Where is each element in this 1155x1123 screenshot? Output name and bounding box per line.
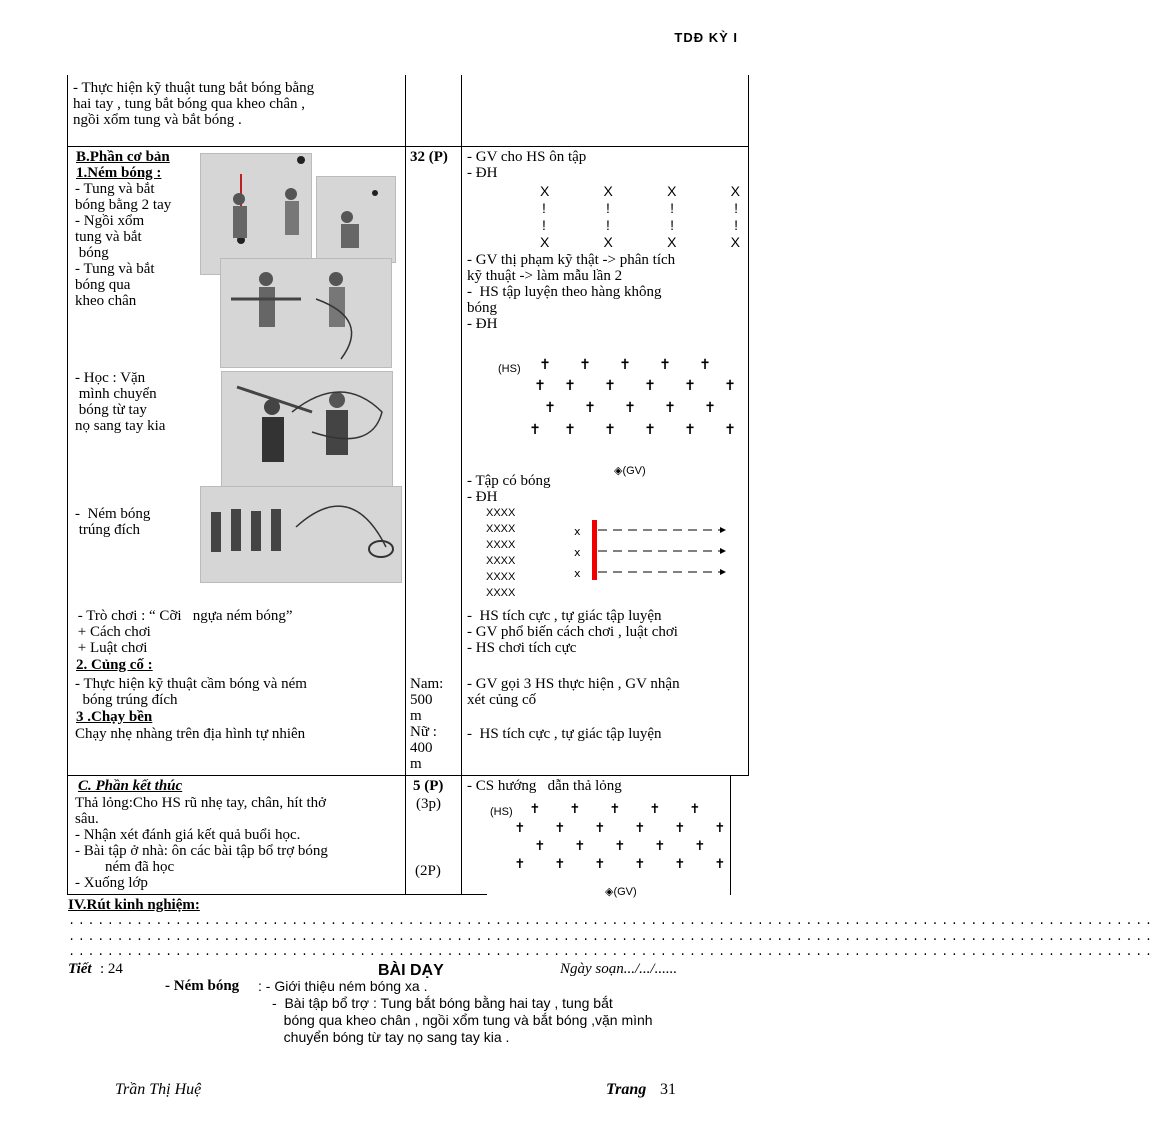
svg-text:✝: ✝ xyxy=(604,378,616,394)
throw-rows-diagram: XXXX XXXX XXXX XXXX XXXX XXXX xyxy=(486,507,516,599)
gv-label-2: ◈(GV) xyxy=(605,886,637,898)
lesson-date: Ngày soạn.../.../...... xyxy=(560,961,678,977)
row1-left-text: - Thực hiện kỹ thuật tung bắt bóng bằng hai tay , tung bắt bóng qua kheo chân , ngồi xổm tung và bắt bóng . xyxy=(73,80,315,128)
svg-text:✝: ✝ xyxy=(684,378,696,394)
gv-label-1: ◈(GV) xyxy=(614,465,646,477)
svg-text:✝: ✝ xyxy=(609,802,621,817)
photo-toss-two-hands xyxy=(200,153,312,275)
hs-label-2: (HS) xyxy=(490,806,513,818)
svg-text:x: x xyxy=(574,525,581,538)
svg-text:✝: ✝ xyxy=(724,422,736,438)
part-c-right: - CS hướng dẫn thả lỏng xyxy=(467,778,622,794)
svg-text:✝: ✝ xyxy=(704,400,716,416)
svg-text:✝: ✝ xyxy=(634,821,646,836)
part-c-body: Thả lỏng:Cho HS rũ nhẹ tay, chân, hít thở sâu. - Nhận xét đánh giá kết quả buổi học. - Bài tập ở nhà: ôn các bài tập bổ trợ bóng ném đã học - Xuống lớp xyxy=(75,795,328,891)
part-c-title: C. Phần kết thúc xyxy=(78,778,183,794)
svg-text:✝: ✝ xyxy=(699,357,711,373)
hs-label-1: (HS) xyxy=(498,363,521,375)
part-c-time-3: (2P) xyxy=(415,863,441,879)
throw-target-diagram xyxy=(570,518,740,582)
part-c-time-2: (3p) xyxy=(416,796,441,812)
part-b-consolidate: - Thực hiện kỹ thuật cầm bóng và ném bóng trúng đích xyxy=(75,676,307,708)
topic-line-2: - Bài tập bổ trợ : Tung bắt bóng bằng hai tay , tung bắt bóng qua kheo chân , ngồi xổm tung và bắt bóng ,vặn mình chuyển bóng từ tay nọ sang tay kia . xyxy=(272,995,653,1045)
svg-text:✝: ✝ xyxy=(724,378,736,394)
svg-text:✝: ✝ xyxy=(634,857,646,872)
photo-target-throw xyxy=(200,486,402,583)
hs-formation-diagram xyxy=(530,352,740,442)
svg-text:✝: ✝ xyxy=(624,400,636,416)
svg-text:✝: ✝ xyxy=(534,839,546,854)
svg-text:✝: ✝ xyxy=(574,839,586,854)
part-b-run-time: Nam: 500 m Nữ : 400 m xyxy=(410,676,444,772)
part-b-game: - Trò chơi : “ Cỡi ngựa ném bóng” + Cách chơi + Luật chơi xyxy=(77,608,293,656)
svg-text:✝: ✝ xyxy=(544,400,556,416)
svg-text:✝: ✝ xyxy=(684,422,696,438)
svg-text:✝: ✝ xyxy=(554,821,566,836)
part-b-items-b: - Học : Vặn mình chuyển bóng từ tay nọ sang tay kia xyxy=(75,370,166,434)
svg-text:✝: ✝ xyxy=(714,821,726,836)
part-b-right-b: - GV thị phạm kỹ thật -> phân tích kỹ thuật -> làm mẫu lần 2 - HS tập luyện theo hàng không bóng - ĐH xyxy=(467,252,676,332)
svg-text:✝: ✝ xyxy=(659,357,671,373)
part-b-right-f: - HS tích cực , tự giác tập luyện xyxy=(467,726,662,742)
cooldown-formation-diagram xyxy=(514,798,730,872)
topic-label: - Ném bóng xyxy=(165,978,240,994)
svg-text:✝: ✝ xyxy=(674,821,686,836)
svg-text:✝: ✝ xyxy=(594,821,606,836)
part-c-time: 5 (P) xyxy=(413,778,444,794)
svg-text:✝: ✝ xyxy=(694,839,706,854)
svg-text:✝: ✝ xyxy=(644,422,656,438)
part-b-right-e: - GV gọi 3 HS thực hiện , GV nhận xét củng cố xyxy=(467,676,680,708)
svg-text:✝: ✝ xyxy=(644,378,656,394)
footer-page-number: 31 xyxy=(656,1081,676,1098)
svg-text:✝: ✝ xyxy=(594,857,606,872)
svg-text:✝: ✝ xyxy=(514,857,526,872)
part-b-items-c: - Ném bóng trúng đích xyxy=(75,506,151,538)
dotted-line-1: ................................................................................................................ xyxy=(68,914,1155,928)
part-b-run: Chạy nhẹ nhàng trên địa hình tự nhiên xyxy=(75,726,306,742)
svg-text:✝: ✝ xyxy=(529,422,541,438)
dotted-line-2: ................................................................................................................ xyxy=(68,930,1155,944)
footer-author: Trần Thị Huệ xyxy=(115,1081,202,1098)
svg-text:✝: ✝ xyxy=(569,802,581,817)
photo-twist-pass xyxy=(221,371,393,503)
photo-knee-toss xyxy=(220,258,392,368)
svg-text:✝: ✝ xyxy=(539,357,551,373)
svg-text:x: x xyxy=(574,567,581,580)
footer-page-label: Trang xyxy=(606,1081,647,1098)
dotted-line-3: ................................................................................................................ xyxy=(68,945,1155,959)
part-b-sub1: 1.Ném bóng : xyxy=(76,165,162,181)
part-b-items-a: - Tung và bắt bóng bằng 2 tay - Ngồi xổm tung và bắt bóng - Tung và bắt bóng qua kheo chân xyxy=(75,181,172,309)
svg-text:✝: ✝ xyxy=(564,422,576,438)
svg-text:✝: ✝ xyxy=(529,802,541,817)
part-b-right-a: - GV cho HS ôn tập - ĐH xyxy=(467,149,587,181)
svg-text:✝: ✝ xyxy=(579,357,591,373)
svg-text:✝: ✝ xyxy=(514,821,526,836)
tiet-value: : 24 xyxy=(100,961,123,977)
svg-text:✝: ✝ xyxy=(674,857,686,872)
svg-text:✝: ✝ xyxy=(714,857,726,872)
svg-text:✝: ✝ xyxy=(554,857,566,872)
part-b-right-d: - HS tích cực , tự giác tập luyện - GV phổ biến cách chơi , luật chơi - HS chơi tích cực xyxy=(467,608,678,656)
tiet-label: Tiết xyxy=(68,961,92,977)
svg-text:✝: ✝ xyxy=(584,400,596,416)
experience-title: IV.Rút kinh nghiệm: xyxy=(68,897,200,913)
svg-text:✝: ✝ xyxy=(619,357,631,373)
part-b-sub2: 2. Củng cố : xyxy=(76,657,153,673)
svg-text:✝: ✝ xyxy=(664,400,676,416)
part-b-right-c: - Tập có bóng - ĐH xyxy=(467,473,551,505)
svg-text:✝: ✝ xyxy=(564,378,576,394)
topic-line-1: : - Giới thiệu ném bóng xa . xyxy=(258,978,428,994)
header-corner: TDĐ KỲ I xyxy=(674,30,738,45)
svg-text:✝: ✝ xyxy=(654,839,666,854)
formation-x-grid: X X X X ! ! ! ! ! ! ! ! X X X X xyxy=(540,183,740,250)
svg-text:✝: ✝ xyxy=(649,802,661,817)
svg-text:✝: ✝ xyxy=(689,802,701,817)
svg-text:x: x xyxy=(574,546,581,559)
part-b-sub3: 3 .Chạy bền xyxy=(76,709,153,725)
svg-text:✝: ✝ xyxy=(534,378,546,394)
part-b-title: B.Phần cơ bản xyxy=(76,149,170,165)
photo-squat-toss xyxy=(316,176,396,263)
svg-text:✝: ✝ xyxy=(604,422,616,438)
part-b-time: 32 (P) xyxy=(410,149,448,165)
lesson-title: BÀI DẠY xyxy=(378,962,444,979)
svg-text:✝: ✝ xyxy=(614,839,626,854)
